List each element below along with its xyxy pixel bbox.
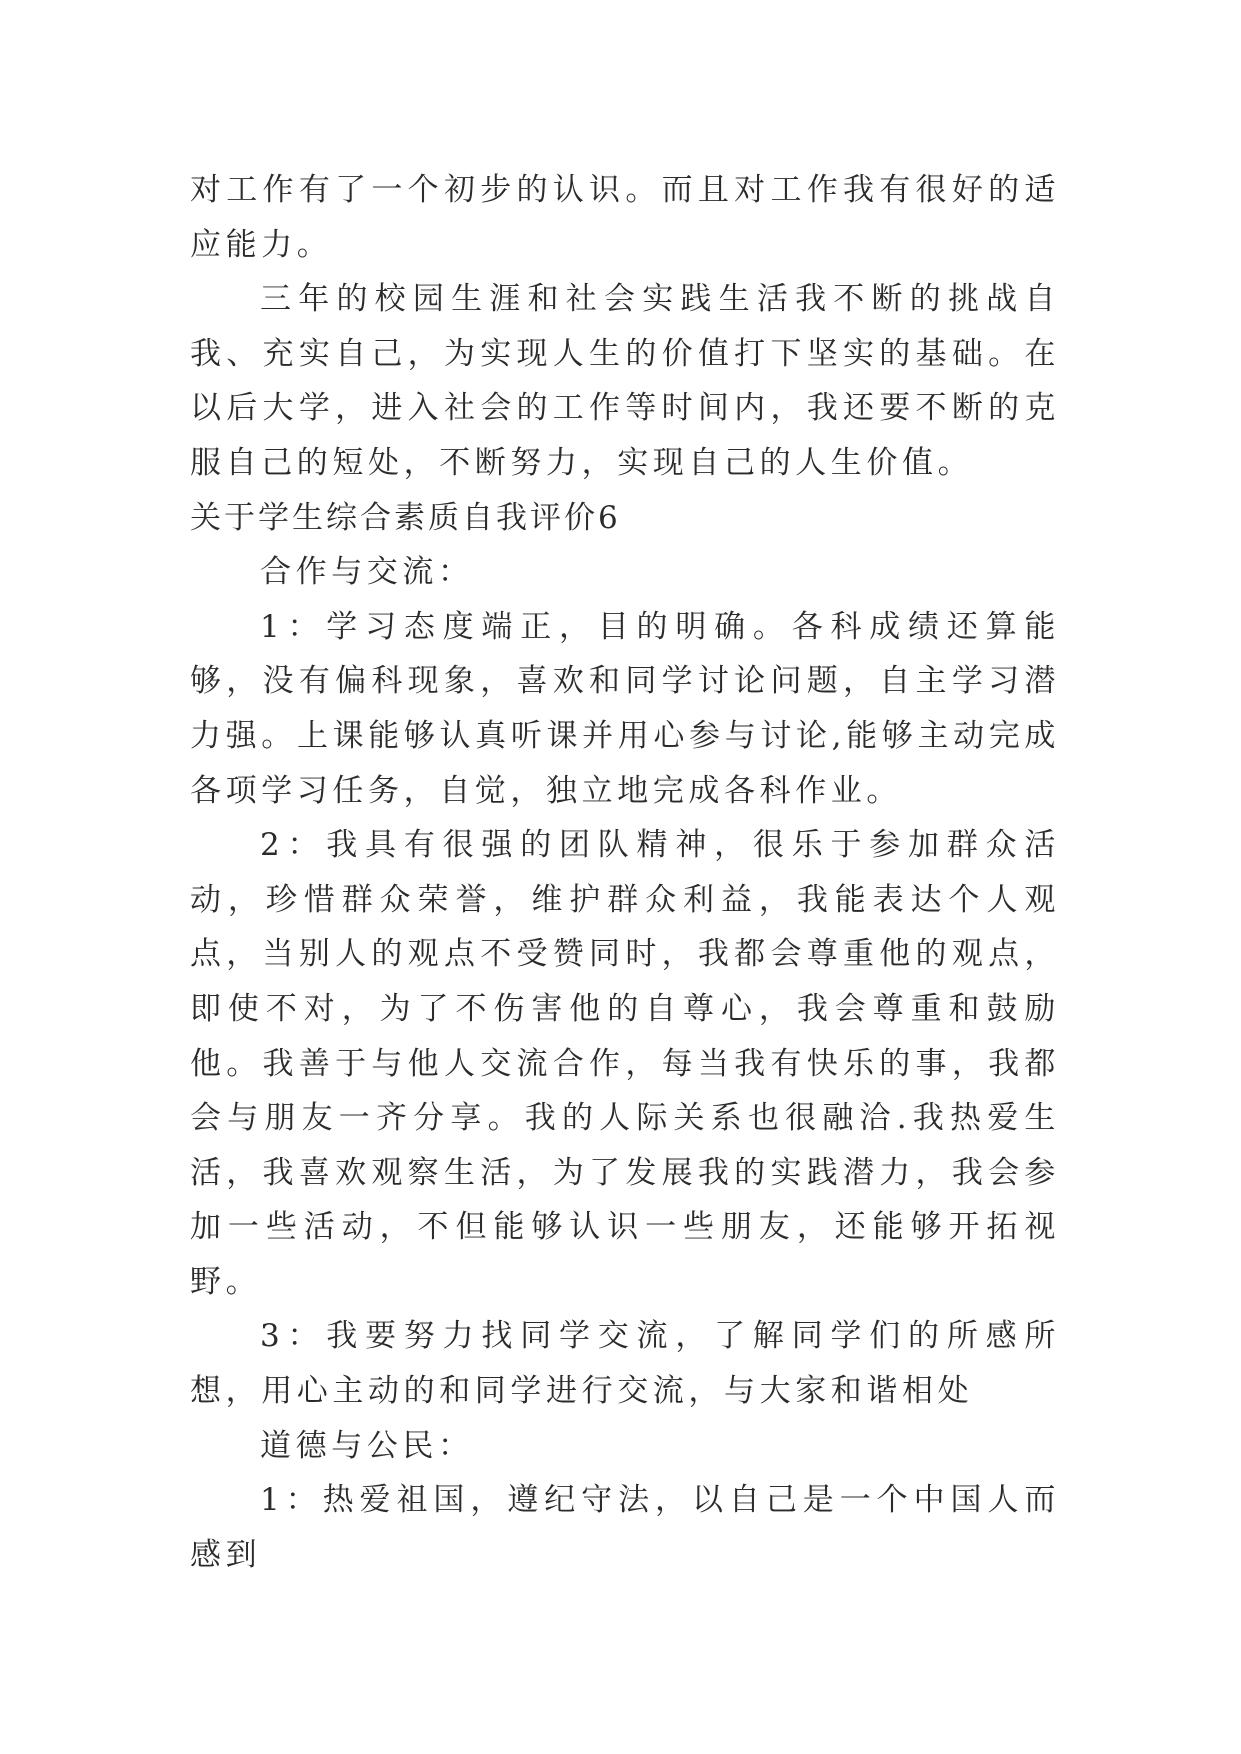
section-heading: 关于学生综合素质自我评价6: [190, 499, 621, 536]
paragraph-point-2-teamwork: 2：我具有很强的团队精神，很乐于参加群众活动，珍惜群众荣誉，维护群众利益，我能表达个人观点，当别人的观点不受赞同时，我都会尊重他的观点，即使不对，为了不伤害他的自尊心，我会尊重和鼓励他。我善于与他人交流合作，每当我有快乐的事，我都会与朋友一齐分享。我的人际关系也很融洽.我热爱生活，我喜欢观察生活，为了发展我的实践潜力，我会参加一些活动，不但能够认识一些朋友，还能够开拓视野。: [190, 827, 1060, 1300]
paragraph-point-1-study: 1：学习态度端正，目的明确。各科成绩还算能够，没有偏科现象，喜欢和同学讨论问题，自主学习潜力强。上课能够认真听课并用心参与讨论,能够主动完成各项学习任务，自觉，独立地完成各科作业。: [190, 608, 1060, 809]
paragraph-work-adaptability: 对工作有了一个初步的认识。而且对工作我有很好的适应能力。: [190, 172, 1060, 263]
subheading-cooperation: 合作与交流：: [260, 554, 474, 591]
paragraph-point-3-communication: 3：我要努力找同学交流，了解同学们的所感所想，用心主动的和同学进行交流，与大家和谐相处: [190, 1318, 1060, 1410]
subheading-morality: 道德与公民：: [260, 1427, 474, 1464]
paragraph-morality-point-1: 1：热爱祖国，遵纪守法，以自己是一个中国人而感到: [190, 1482, 1060, 1573]
paragraph-campus-life-summary: 三年的校园生涯和社会实践生活我不断的挑战自我、充实自己，为实现人生的价值打下坚实的基础。在以后大学，进入社会的工作等时间内，我还要不断的克服自己的短处，不断努力，实现自己的人生价值。: [190, 281, 1060, 481]
document-page: [190, 163, 1060, 1582]
